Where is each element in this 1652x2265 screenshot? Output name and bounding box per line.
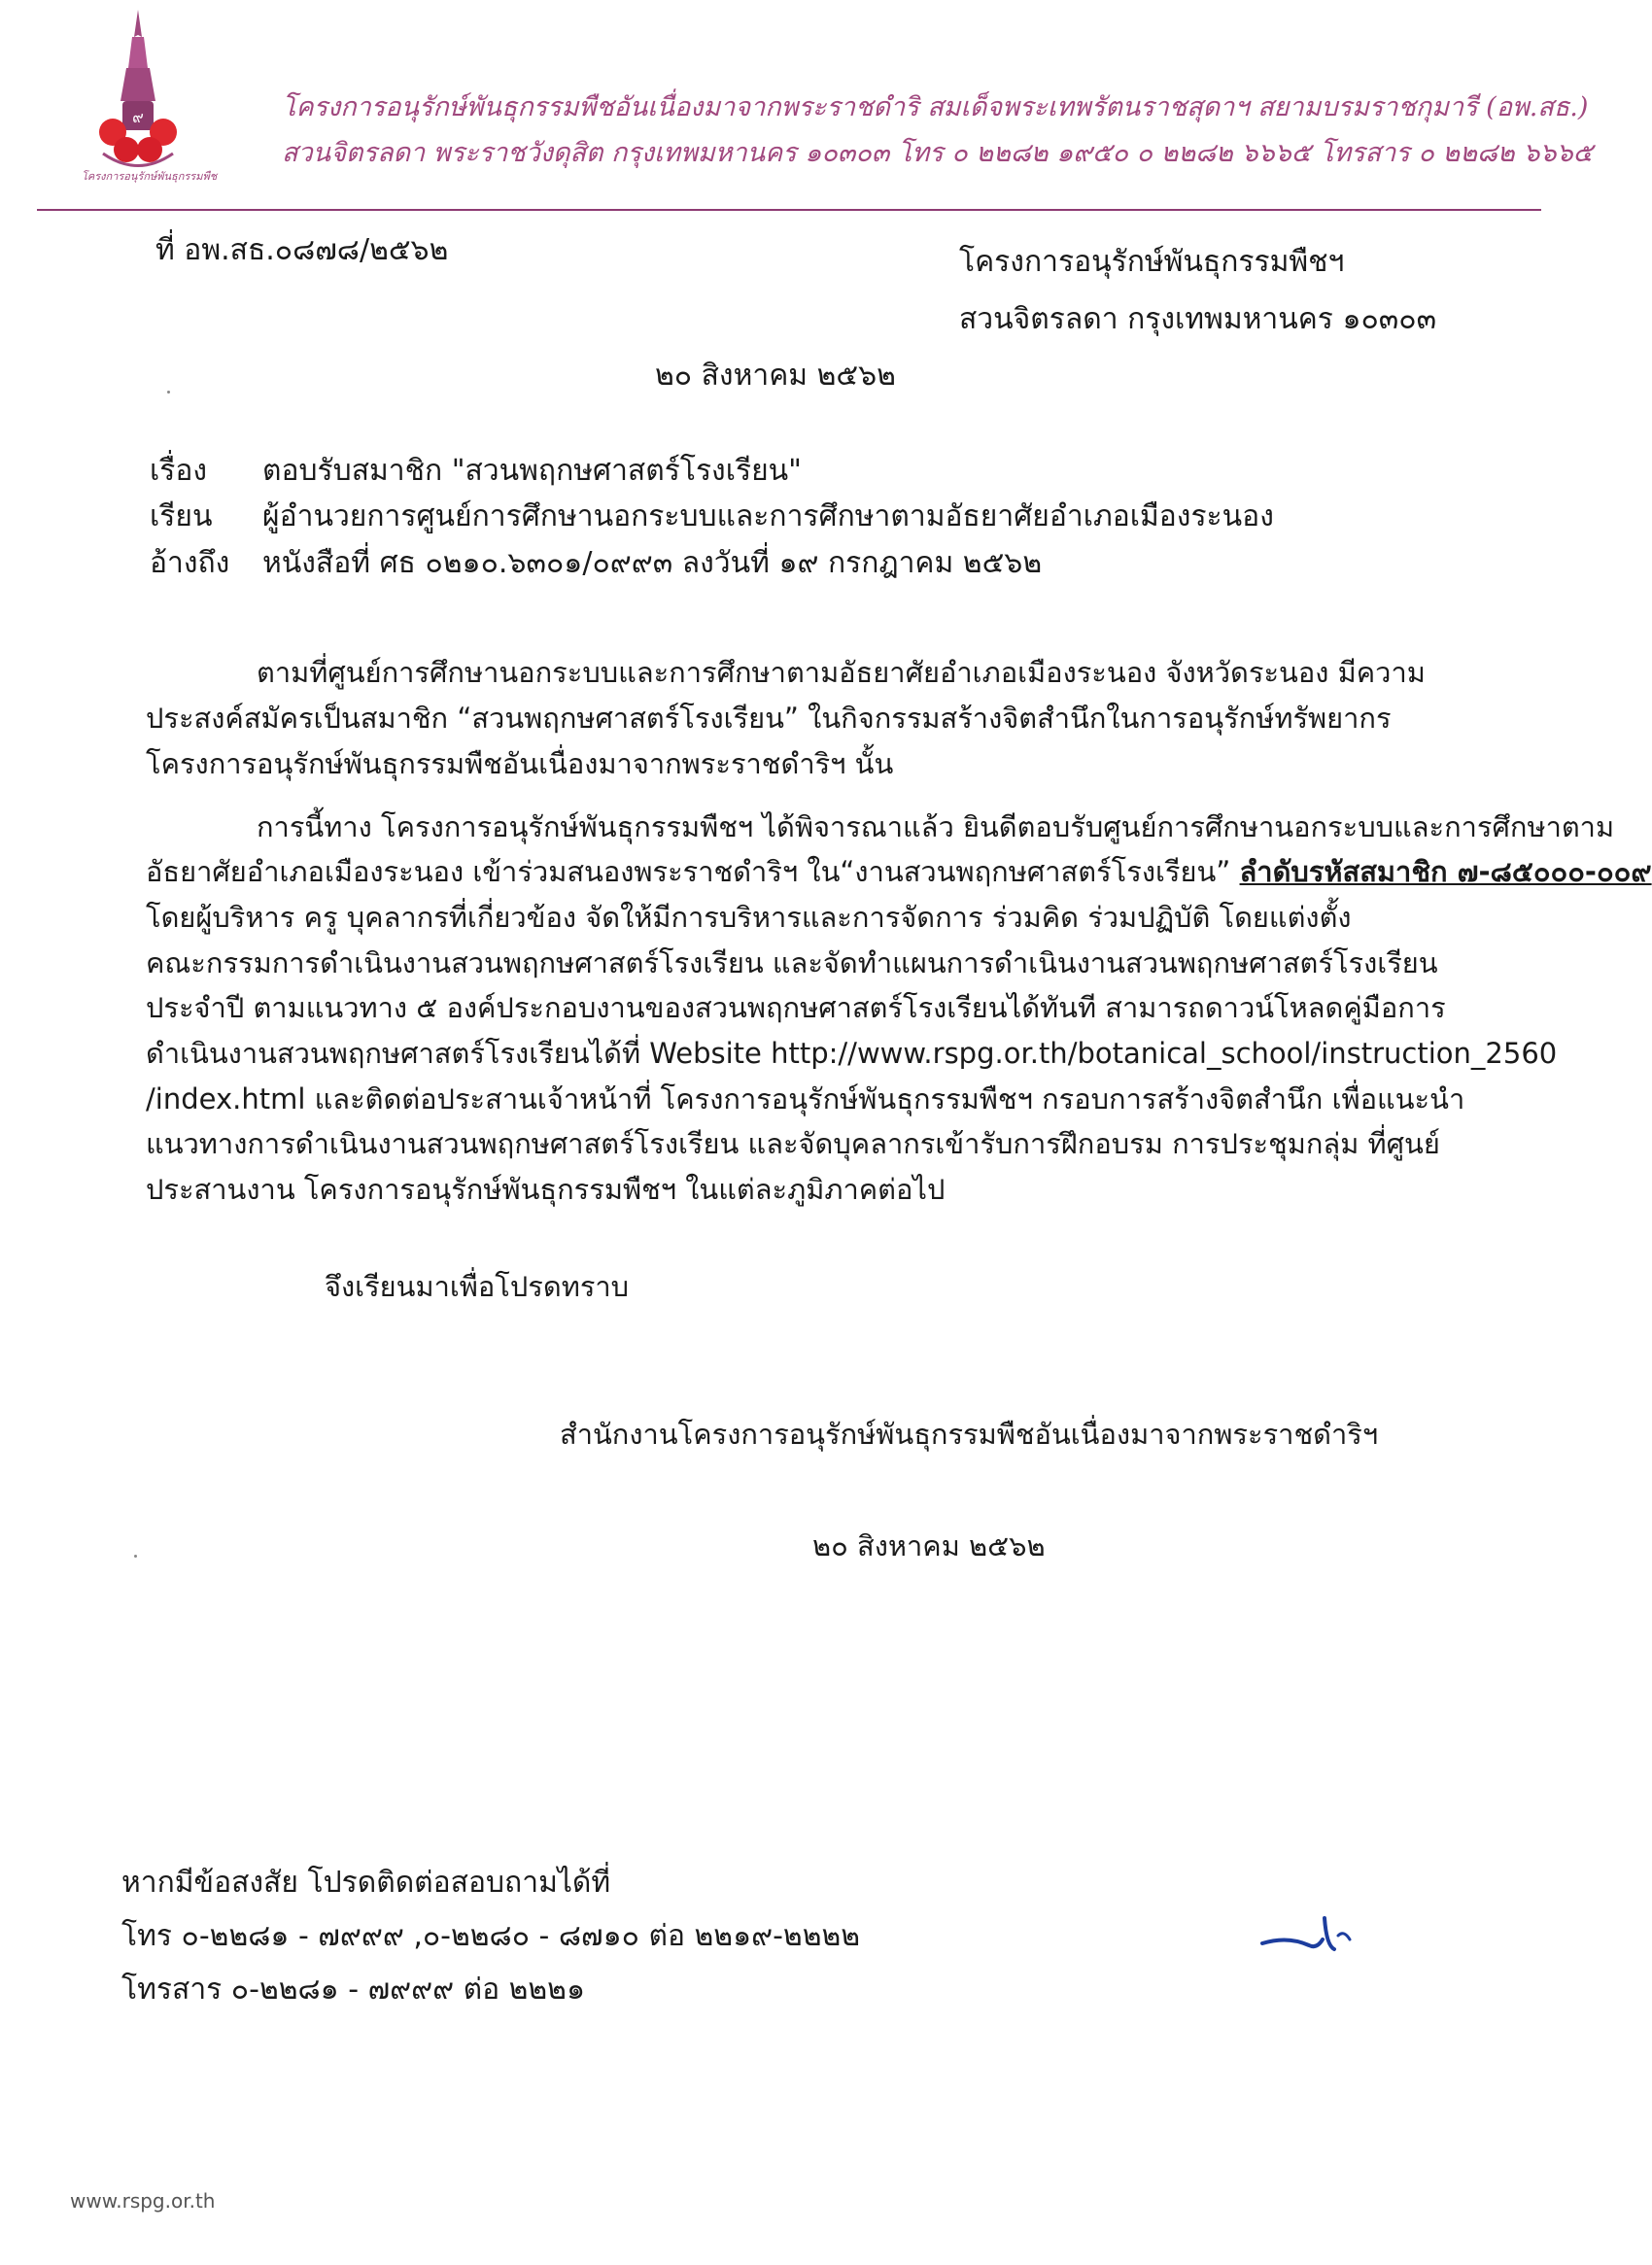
letter-date: ๒๐ สิงหาคม ๒๕๖๒: [655, 359, 896, 393]
royal-crest-icon: [89, 8, 187, 192]
body-line: /index.html และติดต่อประสานเจ้าหน้าที่ โครงการอนุรักษ์พันธุกรรมพืชฯ กรอบการสร้างจิตสำนึก เพื่อแนะนำ: [146, 1082, 1465, 1115]
logo-caption: โครงการอนุรักษ์พันธุกรรมพืช: [82, 170, 218, 183]
subject-value: ตอบรับสมาชิก "สวนพฤกษศาสตร์โรงเรียน": [262, 454, 802, 488]
footer-website: www.rspg.or.th: [70, 2189, 216, 2213]
signature-mark-icon: [1258, 1906, 1365, 1965]
contact-fax: โทรสาร ๐-๒๒๘๑ - ๗๙๙๙ ต่อ ๒๒๒๑: [121, 1973, 585, 2007]
reference-value: หนังสือที่ ศธ ๐๒๑๐.๖๓๐๑/๐๙๙๓ ลงวันที่ ๑๙ กรกฎาคม ๒๕๖๒: [262, 546, 1043, 580]
subject-label: เรื่อง: [150, 454, 208, 488]
member-code: ลำดับรหัสสมาชิก ๗-๘๕๐๐๐-๐๐๙: [1239, 855, 1652, 888]
signature-date: ๒๐ สิงหาคม ๒๕๖๒: [812, 1529, 1046, 1562]
body-line: ตามที่ศูนย์การศึกษานอกระบบและการศึกษาตามอัธยาศัยอำเภอเมืองระนอง จังหวัดระนอง มีความ: [257, 656, 1426, 689]
sender-line-2: สวนจิตรลดา กรุงเทพมหานคร ๑๐๓๐๓: [959, 302, 1437, 336]
body-line: ประจำปี ตามแนวทาง ๕ องค์ประกอบงานของสวนพฤกษศาสตร์โรงเรียนได้ทันที สามารถดาวน์โหลดคู่มือการ: [146, 991, 1446, 1024]
letterhead-line-1: โครงการอนุรักษ์พันธุกรรมพืชอันเนื่องมาจากพระราชดำริ สมเด็จพระเทพรัตนราชสุดาฯ สยามบรมราชกุมารี (อพ.สธ.): [282, 92, 1589, 122]
body-line: คณะกรรมการดำเนินงานสวนพฤกษศาสตร์โรงเรียน และจัดทำแผนการดำเนินงานสวนพฤกษศาสตร์โรงเรียน: [146, 946, 1438, 979]
svg-text:๙: ๙: [132, 108, 144, 126]
body-line: โครงการอนุรักษ์พันธุกรรมพืชอันเนื่องมาจากพระราชดำริฯ นั้น: [146, 747, 894, 780]
closing-line: จึงเรียนมาเพื่อโปรดทราบ: [325, 1270, 630, 1303]
recipient-value: ผู้อำนวยการศูนย์การศึกษานอกระบบและการศึกษาตามอัธยาศัยอำเภอเมืองระนอง: [262, 499, 1274, 533]
scan-speck: [167, 391, 170, 394]
recipient-label: เรียน: [150, 499, 213, 533]
contact-phone: โทร ๐-๒๒๘๑ - ๗๙๙๙ ,๐-๒๒๘๐ - ๘๗๑๐ ต่อ ๒๒๑๙-๒๒๒๒: [121, 1919, 861, 1953]
letterhead-line-2: สวนจิตรลดา พระราชวังดุสิต กรุงเทพมหานคร ๑๐๓๐๓ โทร ๐ ๒๒๘๒ ๑๙๕๐ ๐ ๒๒๘๒ ๖๖๖๕ โทรสาร ๐ ๒๒๘๒ ๖๖๖๕: [282, 138, 1594, 168]
body-line: การนี้ทาง โครงการอนุรักษ์พันธุกรรมพืชฯ ได้พิจารณาแล้ว ยินดีตอบรับศูนย์การศึกษานอกระบบและการศึกษาตาม: [257, 810, 1615, 843]
body-line: ประสงค์สมัครเป็นสมาชิก “สวนพฤกษศาสตร์โรงเรียน” ในกิจกรรมสร้างจิตสำนึกในการอนุรักษ์ทรัพยากร: [146, 702, 1392, 735]
reference-label: อ้างถึง: [150, 546, 230, 580]
scan-speck: [134, 1555, 137, 1558]
body-text: อัธยาศัยอำเภอเมืองระนอง เข้าร่วมสนองพระราชดำริฯ ใน“งานสวนพฤกษศาสตร์โรงเรียน”: [146, 855, 1231, 888]
body-line: โดยผู้บริหาร ครู บุคลากรที่เกี่ยวข้อง จัดให้มีการบริหารและการจัดการ ร่วมคิด ร่วมปฏิบัติ โดยแต่งตั้ง: [146, 901, 1352, 934]
letterhead-divider: [37, 209, 1541, 211]
body-line: แนวทางการดำเนินงานสวนพฤกษศาสตร์โรงเรียน และจัดบุคลากรเข้ารับการฝึกอบรม การประชุมกลุ่ม ที่ศูนย์: [146, 1127, 1440, 1160]
body-line: ประสานงาน โครงการอนุรักษ์พันธุกรรมพืชฯ ในแต่ละภูมิภาคต่อไป: [146, 1173, 946, 1206]
contact-intro: หากมีข้อสงสัย โปรดติดต่อสอบถามได้ที่: [121, 1866, 611, 1900]
sender-line-1: โครงการอนุรักษ์พันธุกรรมพืชฯ: [959, 245, 1345, 279]
signature-office: สำนักงานโครงการอนุรักษ์พันธุกรรมพืชอันเนื่องมาจากพระราชดำริฯ: [560, 1418, 1379, 1451]
document-number: ที่ อพ.สธ.๐๘๗๘/๒๕๖๒: [155, 233, 449, 267]
body-line: [146, 855, 1652, 888]
body-line: ดำเนินงานสวนพฤกษศาสตร์โรงเรียนได้ที่ Website http://www.rspg.or.th/botanical_school/instruction_2560: [146, 1037, 1558, 1070]
